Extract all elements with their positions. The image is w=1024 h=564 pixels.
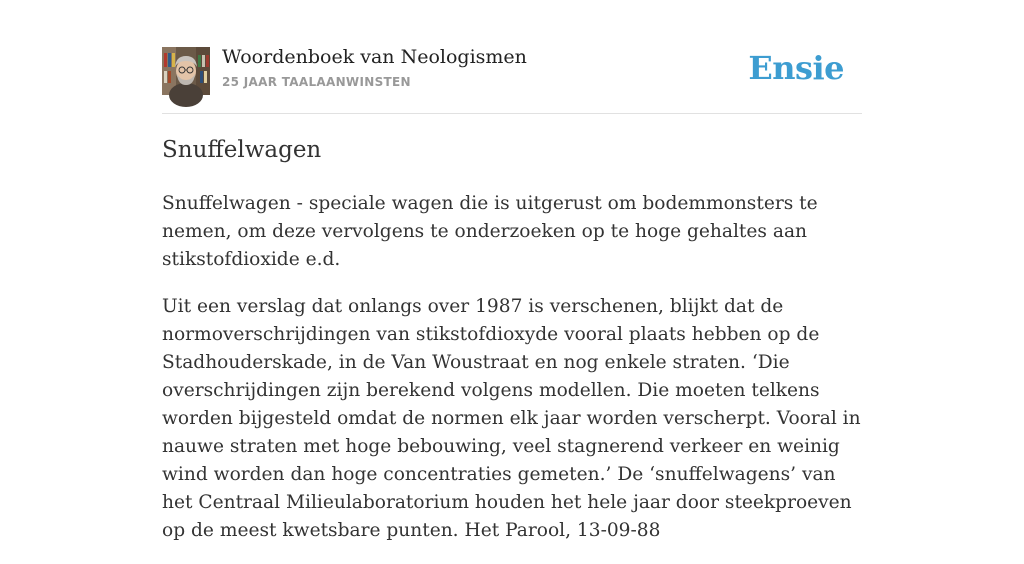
blog-title[interactable]: Woordenboek van Neologismen xyxy=(222,46,527,68)
post-title: Snuffelwagen xyxy=(162,137,322,163)
avatar-image xyxy=(162,47,210,95)
blog-subtitle: 25 JAAR TAALAANWINSTEN xyxy=(222,75,411,89)
post-body xyxy=(162,190,862,564)
brand-logo[interactable]: Ensie xyxy=(748,49,844,87)
post-paragraph: Snuffelwagen - speciale wagen die is uitgerust om bodemmonsters te nemen, om deze vervolgens te onderzoeken op te hoge gehaltes aan stikstofdioxide e.d. xyxy=(162,193,818,270)
page xyxy=(162,0,862,541)
post-paragraph: Uit een verslag dat onlangs over 1987 is verschenen, blijkt dat de normoverschrijdingen van stikstofdioxyde vooral plaats hebben op de Stadhouderskade, in de Van Woustraat en nog enkele straten. ‘Die overschrijdingen zijn berekend volgens modellen. Die moeten telkens worden bijgesteld omdat de normen elk jaar worden verscherpt. Vooral in nauwe straten met hoge bebouwing, veel stagnerend verkeer en weinig wind worden dan hoge concentraties gemeten.’ De ‘snuffelwagens’ van het Centraal Milieulaboratorium houden het hele jaar door steekproeven op de meest kwetsbare punten. Het Parool, 13-09-88 xyxy=(162,296,861,541)
author-avatar[interactable] xyxy=(162,47,210,95)
header xyxy=(162,0,862,114)
